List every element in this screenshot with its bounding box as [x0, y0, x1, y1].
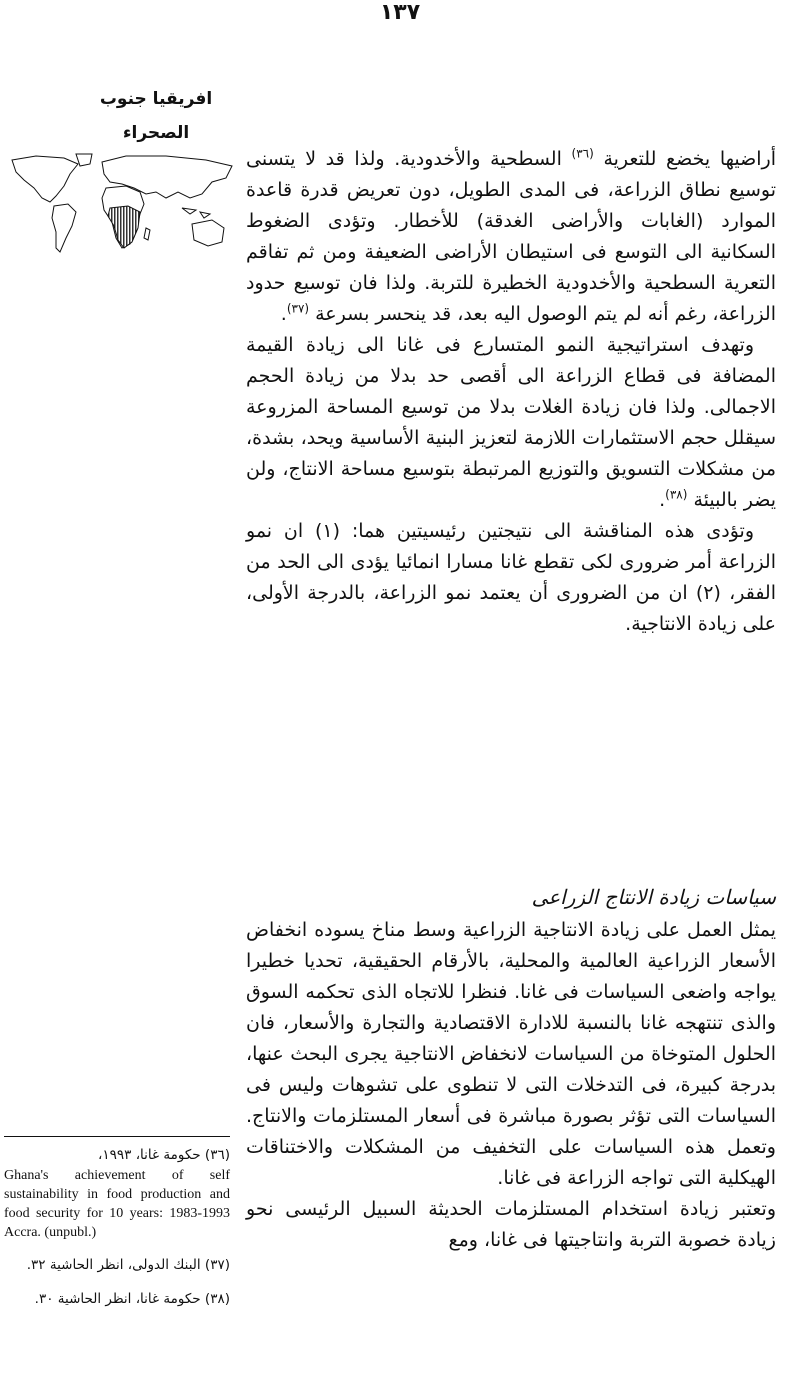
footnote-divider: [4, 1136, 230, 1137]
map-north-america: [12, 156, 78, 202]
page-number: ١٣٧: [379, 0, 421, 25]
world-map-illustration: [6, 152, 238, 268]
paragraph-1-part-a: أراضيها يخضع للتعرية: [603, 148, 776, 170]
paragraph-1-part-b: السطحية والأخدودية. ولذا قد لا يتسنى توسيع نطاق الزراعة، فى المدى الطويل، دون تعريض قدرة قاعدة الموارد (الغابات والأراضى الغدقة) للأخطار. وتؤدى الضغوط السكانية الى التوسع فى استيطان الأراضى الضعيفة ومن ثم تفاقم التعرية السطحية والأخدودية الخطيرة للتربة. ولذا فان توسيع حدود الزراعة، رغم أنه لم يتم الوصول اليه بعد، قد ينحسر بسرعة: [246, 148, 776, 325]
paragraph-2-end: .: [659, 489, 666, 511]
paragraph-3: وتؤدى هذه المناقشة الى نتيجتين رئيسيتين هما: (١) ان نمو الزراعة أمر ضرورى لكى تقطع غانا مسارا انمائيا يؤدى الى الحد من الفقر، (٢) ان من الضرورى أن يعتمد نمو الزراعة، بالدرجة الأولى، على زيادة الانتاجية.: [246, 520, 776, 635]
paragraph-2-text: وتهدف استراتيجية النمو المتسارع فى غانا الى زيادة القيمة المضافة فى قطاع الزراعة الى أقصى حد بدلا من زيادة الحجم الاجمالى. ولذا فان زيادة الغلات بدلا من توسيع المساحة المزروعة سيقلل حجم الاستثمارات اللازمة لتعزيز البنية الأساسية ويحد، بشدة، من مشكلات التسويق والتوزيع المرتبطة بتوسيع مساحة الانتاج، ولن يضر بالبيئة: [246, 334, 776, 511]
map-australia: [192, 220, 224, 246]
footnote-38: [4, 1288, 230, 1310]
footnote-38-arabic: (٣٨) حكومة غانا، انظر الحاشية ٣٠.: [34, 1291, 230, 1307]
paragraph-2: [246, 330, 776, 516]
section-heading: سياسات زيادة الانتاج الزراعى: [531, 885, 776, 909]
footnote-ref-36: (٣٦): [571, 146, 594, 161]
footnote-36-english: Ghana's achievement of self sustainability in food production and food security for 10 years: 1983-1993 Accra. (unpubl.): [4, 1168, 230, 1240]
paragraph-5: وتعتبر زيادة استخدام المستلزمات الحديثة السبيل الرئيسى نحو زيادة خصوبة التربة وانتاجيتها فى غانا، ومع: [246, 1198, 776, 1251]
footnote-37-arabic: (٣٧) البنك الدولى، انظر الحاشية ٣٢.: [26, 1257, 230, 1273]
sidebar-title-line1: افريقيا جنوب الصحراء: [99, 89, 213, 143]
footnote-ref-37: (٣٧): [286, 301, 310, 316]
footnotes: [4, 1144, 230, 1322]
main-text-column-2: [246, 915, 776, 1256]
map-islands: [182, 208, 210, 218]
footnote-ref-38: (٣٨): [665, 487, 688, 502]
footnote-37: [4, 1254, 230, 1276]
paragraph-1: [246, 144, 776, 330]
map-madagascar: [144, 228, 150, 240]
map-south-america: [52, 204, 76, 252]
paragraph-1-end: .: [280, 303, 287, 325]
main-text-column: [246, 144, 776, 640]
footnote-36-arabic: (٣٦) حكومة غانا، ١٩٩٣،: [98, 1147, 230, 1163]
paragraph-4: يمثل العمل على زيادة الانتاجية الزراعية وسط مناخ يسوده انخفاض الأسعار الزراعية العالمية والمحلية، بالأرقام الحقيقية، تحديا خطيرا يواجه واضعى السياسات فى غانا. فنظرا للاتجاه الذى تحكمه السوق والذى تنتهجه غانا بالنسبة للادارة الاقتصادية والتجارة والأسعار، فان الحلول المتوخاة من السياسات لانخفاض الانتاجية يجرى البحث عنها، بدرجة كبيرة، فى التدخلات التى لا تنطوى على تشوهات وليس فى السياسات التى تؤثر بصورة مباشرة فى أسعار المستلزمات والانتاج. وتعمل هذه السياسات على التخفيف من المشكلات والاختناقات الهيكلية التى تواجه الزراعة فى غانا.: [246, 919, 776, 1189]
footnote-36: [4, 1144, 230, 1242]
